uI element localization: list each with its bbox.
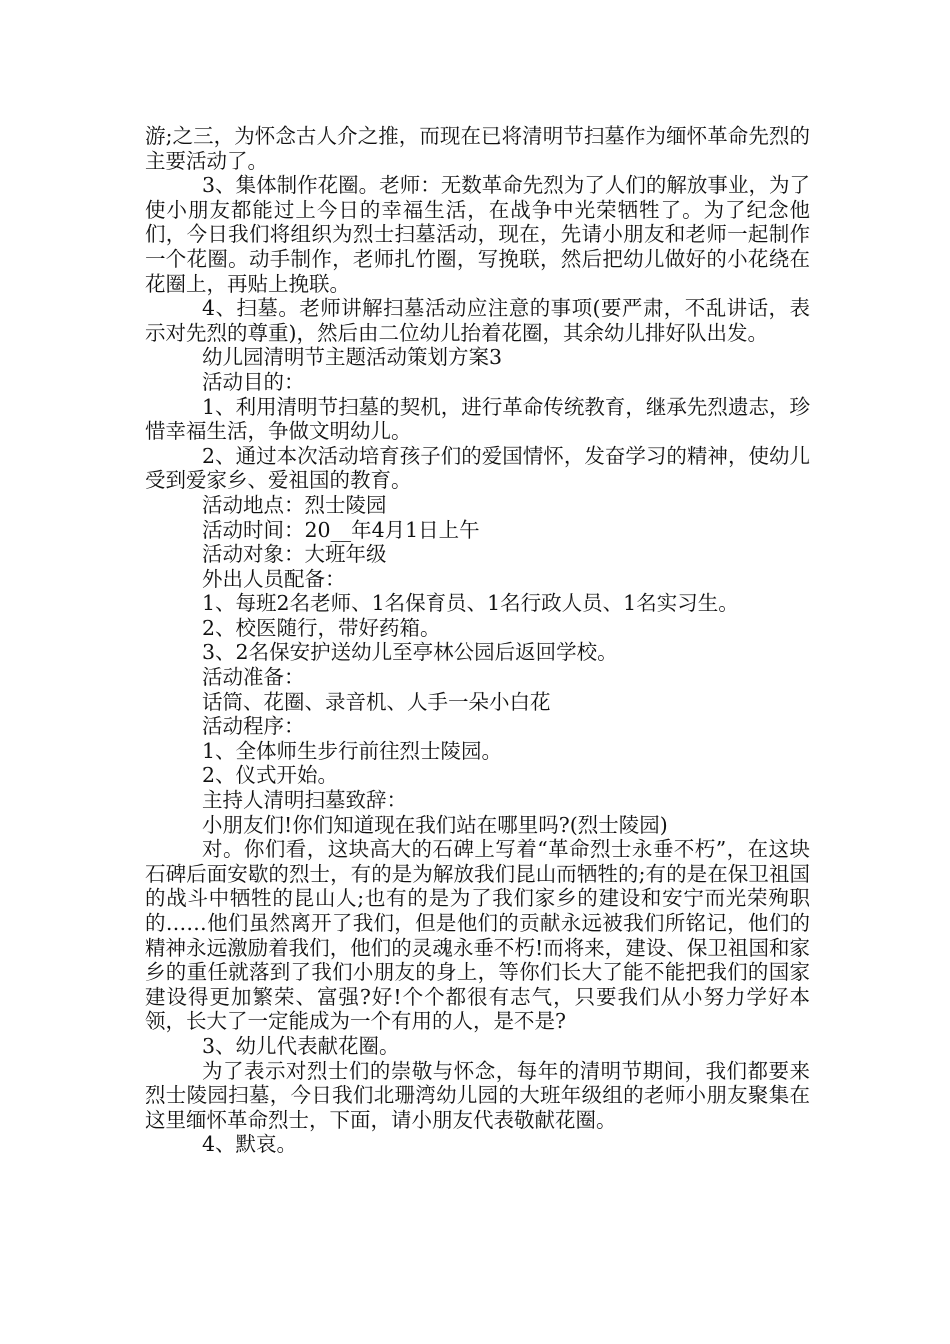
paragraph-make-wreath: 3、集体制作花圈。老师：无数革命先烈为了人们的解放事业，为了使小朋友都能过上今日的幸福生活，在战争中光荣牺牲了。为了纪念他们，今日我们将组织为烈士扫墓活动，现在，先请小朋友和老师一起制作一个花圈。动手制作，老师扎竹圈，写挽联，然后把幼儿做好的小花绕在花圈上，再贴上挽联。 bbox=[145, 173, 810, 296]
staff-item-3: 3、2名保安护送幼儿至亭林公园后返回学校。 bbox=[202, 640, 618, 665]
activity-target: 活动对象：大班年级 bbox=[202, 542, 387, 567]
procedure-item-3: 3、幼儿代表献花圈。 bbox=[202, 1033, 400, 1058]
procedure-item-4: 4、默哀。 bbox=[202, 1132, 298, 1157]
activity-location: 活动地点：烈士陵园 bbox=[202, 492, 387, 517]
heading-preparation: 活动准备： bbox=[202, 665, 305, 690]
heading-staff: 外出人员配备： bbox=[202, 566, 346, 591]
goal-item-2: 2、通过本次活动培育孩子们的爱国情怀，发奋学习的精神，使幼儿受到爱家乡、爱祖国的教育。 bbox=[145, 443, 810, 493]
goal-item-1: 1、利用清明节扫墓的契机，进行革命传统教育，继承先烈遗志，珍惜幸福生活，争做文明幼儿。 bbox=[145, 394, 810, 444]
heading-activity-goal: 活动目的： bbox=[202, 369, 305, 394]
staff-item-2: 2、校医随行，带好药箱。 bbox=[202, 615, 441, 640]
heading-procedure: 活动程序： bbox=[202, 714, 305, 739]
activity-time: 活动时间：20__年4月1日上午 bbox=[202, 517, 480, 542]
staff-item-1: 1、每班2名老师、1名保育员、1名行政人员、1名实习生。 bbox=[202, 591, 739, 616]
wreath-speech: 为了表示对烈士们的崇敬与怀念，每年的清明节期间，我们都要来烈士陵园扫墓，今日我们北珊湾幼儿园的大班年级组的老师小朋友聚集在这里缅怀革命烈士，下面，请小朋友代表敬献花圈。 bbox=[145, 1058, 810, 1132]
section-title-plan-3: 幼儿园清明节主题活动策划方案3 bbox=[202, 345, 503, 370]
paragraph-sweep-tomb: 4、扫墓。老师讲解扫墓活动应注意的事项(要严肃，不乱讲话，表示对先烈的尊重)，然后由二位幼儿抬着花圈，其余幼儿排好队出发。 bbox=[145, 296, 810, 345]
speech-body: 对。你们看，这块高大的石碑上写着“革命烈士永垂不朽”，在这块石碑后面安歇的烈士，有的是为解放我们昆山而牺牲的;有的是在保卫祖国的战斗中牺牲的昆山人;也有的是为了我们家乡的建设和安宁而光荣殉职的……他们虽然离开了我们，但是他们的贡献永远被我们所铭记，他们的精神永远激励着我们，他们的灵魂永垂不朽!而将来，建设、保卫祖国和家乡的重任就落到了我们小朋友的身上，等你们长大了能不能把我们的国家建设得更加繁荣、富强?好!个个都很有志气，只要我们从小努力学好本领，长大了一定能成为一个有用的人，是不是? bbox=[145, 837, 810, 1034]
procedure-item-2: 2、仪式开始。 bbox=[202, 763, 339, 788]
procedure-item-1: 1、全体师生步行前往烈士陵园。 bbox=[202, 738, 503, 763]
paragraph-continuation: 游;之三，为怀念古人介之推，而现在已将清明节扫墓作为缅怀革命先烈的主要活动了。 bbox=[145, 124, 810, 173]
document-page bbox=[145, 124, 810, 1157]
speech-question: 小朋友们!你们知道现在我们站在哪里吗?(烈士陵园) bbox=[202, 812, 668, 837]
preparation-items: 话筒、花圈、录音机、人手一朵小白花 bbox=[202, 689, 551, 714]
heading-host-speech: 主持人清明扫墓致辞： bbox=[202, 788, 407, 813]
